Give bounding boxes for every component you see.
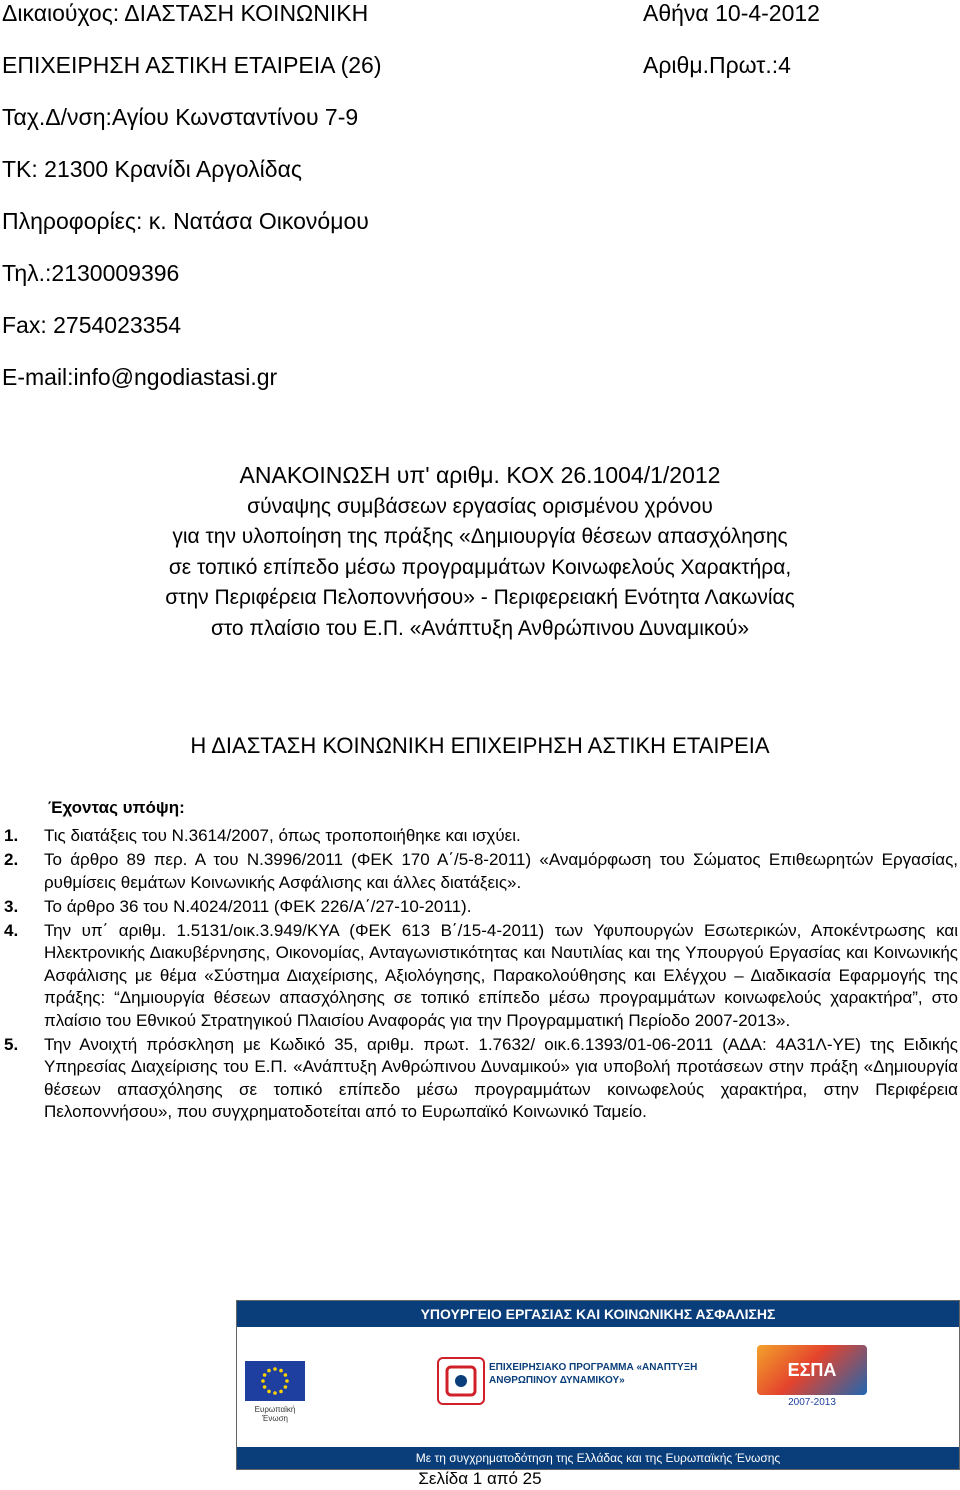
contact-person-line: Πληροφορίες: κ. Νατάσα Οικονόμου (2, 208, 369, 234)
list-item (4, 849, 958, 894)
beneficiary-line: Δικαιούχος: ΔΙΑΣΤΑΣΗ ΚΟΙΝΩΝΙΚΗ (2, 0, 369, 26)
protocol-line: Αριθμ.Πρωτ.:4 (643, 52, 791, 78)
phone-line: Τηλ.:2130009396 (2, 260, 180, 286)
eu-caption: Ευρωπαϊκή Ένωση (254, 1405, 296, 1423)
item-number: 4. (4, 920, 19, 940)
subject-line-4: στην Περιφέρεια Πελοποννήσου» - Περιφερειακή Ενότητα Λακωνίας (165, 586, 795, 609)
subject-line-3: σε τοπικό επίπεδο μέσω προγραμμάτων Κοινωφελούς Χαρακτήρα, (168, 556, 792, 579)
operational-program-logo (437, 1347, 717, 1411)
cofunding-statement: Με τη συγχρηματοδότηση της Ελλάδας και της Ευρωπαϊκής Ένωσης (237, 1447, 959, 1469)
subject-line-2: για την υλοποίηση της πράξης «Δημιουργία θέσεων απασχόλησης (172, 525, 788, 548)
postcode-line: ΤΚ: 21300 Κρανίδι Αργολίδας (2, 156, 302, 182)
item-number: 3. (4, 896, 19, 916)
considerations-list (4, 825, 958, 1125)
program-name: ΕΠΙΧΕΙΡΗΣΙΑΚΟ ΠΡΟΓΡΑΜΜΑ «ΑΝΑΠΤΥΞΗ ΑΝΘΡΩΠΙΝΟΥ ΔΥΝΑΜΙΚΟΥ» (489, 1362, 698, 1386)
eu-flag-icon (245, 1361, 305, 1401)
item-text: Την υπ΄ αριθμ. 1.5131/οικ.3.949/ΚΥΑ (ΦΕΚ 613 Β΄/15-4-2011) των Υφυπουργών Εσωτερικών, Αποκέντρωσης και Ηλεκτρονικής Διακυβέρνησης, Οικονομίας, Ανταγωνιστικότητας και Ναυτιλίας και της Υπουργού Εργασίας και Κοινωνικής Ασφάλισης με θέμα «Σύστημα Διαχείρισης, Αξιολόγησης, Παρακολούθησης και Ελέγχου – Διαδικασία Εφαρμογής της πράξης: “Δημιουργία θέσεων απασχόλησης σε τοπικό επίπεδο μέσω προγραμμάτων κοινωφελούς χαρακτήρα”, στο πλαίσιο του Εθνικού Στρατηγικού Πλαισίου Αναφοράς για την Προγραμματική Περίοδο 2007-2013». (44, 920, 958, 1030)
subject-line-5: στο πλαίσιο του Ε.Π. «Ανάπτυξη Ανθρώπινου Δυναμικού» (210, 617, 750, 640)
list-item (4, 1034, 958, 1124)
page-number: Σελίδα 1 από 25 (418, 1469, 542, 1488)
item-text: Το άρθρο 36 του Ν.4024/2011 (ΦΕΚ 226/Α΄/27-10-2011). (44, 896, 472, 916)
item-number: 1. (4, 826, 19, 845)
item-text: Τις διατάξεις του Ν.3614/2007, όπως τροποποιήθηκε και ισχύει. (44, 826, 521, 845)
beneficiary-line-2: ΕΠΙΧΕΙΡΗΣΗ ΑΣΤΙΚΗ ΕΤΑΙΡΕΙΑ (26) (2, 52, 382, 78)
fax-line: Fax: 2754023354 (2, 312, 182, 338)
date-line: Αθήνα 10-4-2012 (643, 0, 820, 26)
program-emblem-icon (437, 1357, 485, 1405)
list-item (4, 825, 958, 848)
considering-heading: Έχοντας υπόψη: (48, 798, 185, 817)
company-heading: Η ΔΙΑΣΤΑΣΗ ΚΟΙΝΩΝΙΚΗ ΕΠΙΧΕΙΡΗΣΗ ΑΣΤΙΚΗ ΕΤΑΙΡΕΙΑ (190, 733, 770, 758)
list-item (4, 920, 958, 1033)
subject-line-1: σύναψης συμβάσεων εργασίας ορισμένου χρόνου (247, 495, 713, 518)
item-text: Το άρθρο 89 περ. Α του Ν.3996/2011 (ΦΕΚ 170 Α΄/5-8-2011) «Αναμόρφωση του Σώματος Επιθεωρητών Εργασίας, ρυθμίσεις θεμάτων Κοινωνικής Ασφάλισης και άλλες διατάξεις». (44, 850, 958, 892)
espa-years: 2007-2013 (788, 1397, 836, 1408)
list-item (4, 896, 958, 919)
espa-mark: ΕΣΠΑ (757, 1345, 867, 1395)
announcement-title: ΑΝΑΚΟΙΝΩΣΗ υπ' αριθμ. ΚΟΧ 26.1004/1/2012 (239, 462, 721, 488)
espa-logo (757, 1341, 867, 1417)
address-line: Ταχ.Δ/νση:Αγίου Κωνσταντίνου 7-9 (2, 104, 359, 130)
email-line: E-mail:info@ngodiastasi.gr (2, 364, 278, 390)
funding-banner (236, 1300, 960, 1470)
item-number: 2. (4, 850, 19, 869)
item-number: 5. (4, 1034, 19, 1054)
item-text: Την Ανοιχτή πρόσκληση με Κωδικό 35, αριθμ. πρωτ. 1.7632/ οικ.6.1393/01-06-2011 (ΑΔΑ: 4Α31Λ-ΥΕ) της Ειδικής Υπηρεσίας Διαχείρισης του Ε.Π. «Ανάπτυξη Ανθρώπινου Δυναμικού» για υποβολή προτάσεων στην πράξη «Δημιουργία θέσεων απασχόλησης σε τοπικό επίπεδο μέσω προγραμμάτων κοινωφελούς χαρακτήρα, στην Περιφέρεια Πελοποννήσου», που συγχρηματοδοτείται από το Ευρωπαϊκό Κοινωνικό Ταμείο. (44, 1034, 958, 1121)
ministry-header: ΥΠΟΥΡΓΕΙΟ ΕΡΓΑΣΙΑΣ ΚΑΙ ΚΟΙΝΩΝΙΚΗΣ ΑΣΦΑΛΙΣΗΣ (237, 1301, 959, 1327)
